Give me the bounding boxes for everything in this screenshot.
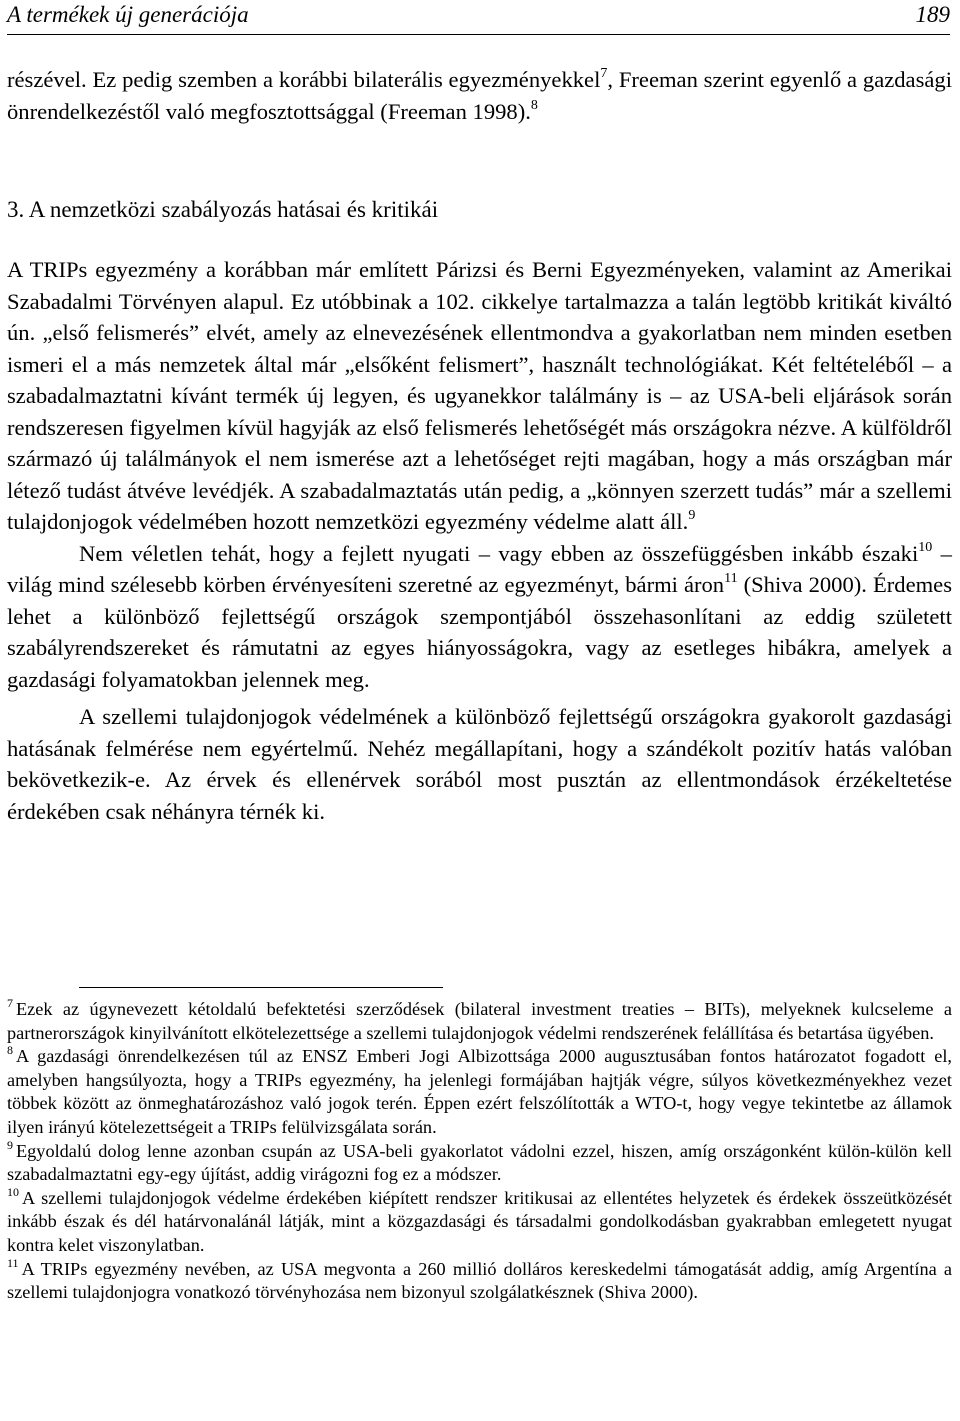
footnote-item: [7, 1184, 952, 1258]
footnote-text: A gazdasági önrendelkezésen túl az ENSZ Emberi Jogi Albizottsága 2000 augusztusában fontos határozatot fogadott el, amelyben hangsúlyozta, hogy a TRIPs egyezmény, ha jelenlegi formájában hajtják végre, súlyos következményekhez vezet többek között az önmeghatározáshoz való jogok terén. Éppen ezért felszólították a WTO-t, hogy vegye tekintetbe az államok ilyen irányú kötelezettségeit a TRIPs felülvizsgálata során.: [7, 1046, 952, 1137]
footnote-ref-9[interactable]: 9: [688, 508, 696, 523]
footnote-text: Ezek az úgynevezett kétoldalú befektetési szerződések (bilateral investment treaties – BITs), melyeknek kulcseleme a partnerországok kinyilvánított elkötelezettsége a szellemi tulajdonjogok védelmi rendszerének felállítása és betartása ügyében.: [7, 999, 952, 1043]
running-header: [7, 0, 950, 35]
footnote-text: A szellemi tulajdonjogok védelme érdekében kiépített rendszer kritikusai az ellentétes helyzetek és érdekek összeütközését inkább észak és dél határvonalánál látják, mint a közgazdasági és társadalmi gondolkodásban gyakrabban emlegetett nyugat kontra kelet viszonylatban.: [7, 1187, 952, 1255]
running-title: A termékek új generációja: [7, 2, 249, 27]
footnote-number: 11: [7, 1255, 19, 1270]
intro-paragraph: [7, 64, 952, 127]
page-number: 189: [915, 2, 950, 27]
footnote-number: 8: [7, 1043, 13, 1058]
main-body: [7, 254, 952, 827]
section-heading: 3. A nemzetközi szabályozás hatásai és kritikái: [7, 197, 439, 222]
paragraph-2: [7, 538, 952, 696]
paragraph-1-text: A TRIPs egyezmény a korábban már említett Párizsi és Berni Egyezményeken, valamint az Amerikai Szabadalmi Törvényen alapul. Ez utóbbinak a 102. cikkelye tartalmazza a talán legtöbb kritikát kiváltó ún. „első felismerés” elvét, amely az elnevezésének ellentmondva a gyakorlatban nem minden esetben ismeri el a más nemzetek által már „elsőként felismert”, használt technológiákat. Két feltételéből – a szabadalmaztatni kívánt termék új legyen, és ugyanekkor találmány is – az USA-beli eljárások során rendszeresen figyelmen kívül hagyják az első felismerés lehetőségét más országokra nézve. A külföldről származó új találmányok el nem ismerése azt a lehetőséget rejti magában, hogy a más országban már létező tudást átvéve levédjék. A szabadalmaztatás után pedig, a „könnyen szerzett tudás” már a szellemi tulajdonjogok védelmében hozott nemzetközi egyezmény védelme alatt áll.: [7, 257, 952, 534]
footnote-number: 7: [7, 996, 13, 1010]
footnote-number: 9: [7, 1137, 13, 1152]
paragraph-2-text-a: Nem véletlen tehát, hogy a fejlett nyugati – vagy ebben az összefüggésben inkább északi: [79, 540, 919, 566]
footnote-ref-7[interactable]: 7: [600, 66, 608, 81]
paragraph-2-text-c: (Shiva 2000). Érdemes lehet a különböző fejlettségű országok szempontjából összehasonlítani az eddig született szabályrendszereket és rámutatni az egyes hiányosságokra, vagy az esetleges hibákra, amelyek a gazdasági folyamatokban jelennek meg.: [7, 572, 952, 692]
footnote-item: [7, 998, 952, 1045]
footnote-item: [7, 1045, 952, 1139]
paragraph-3-text: A szellemi tulajdonjogok védelmének a különböző fejlettségű országokra gyakorolt gazdasági hatásának felmérése nem egyértelmű. Nehéz megállapítani, hogy a szándékolt pozitív hatás valóban bekövetkezik-e. Az érvek és ellenérvek sorából most pusztán az ellentmondások érzékeltetése érdekében csak néhányra térnék ki.: [7, 704, 952, 824]
footnote-ref-11[interactable]: 11: [724, 571, 738, 586]
intro-text-a: részével. Ez pedig szemben a korábbi bilaterális egyezményekkel: [7, 67, 601, 92]
footnote-text: A TRIPs egyezmény nevében, az USA megvonta a 260 millió dolláros kereskedelmi támogatását addig, amíg Argentína a szellemi tulajdonjogra vonatkozó törvényhozása nem bizonyul szolgálatkésznek (Shiva 2000).: [7, 1258, 952, 1303]
footnote-item: [7, 1255, 952, 1305]
footnote-ref-10[interactable]: 10: [918, 539, 933, 555]
footnote-item: [7, 1137, 952, 1187]
footnote-text: Egyoldalú dolog lenne azonban csupán az USA-beli gyakorlatot vádolni ezzel, hiszen, amíg országonként külön-külön kell szabadalmaztatni egy-egy újítást, addig virágozni fog ez a módszer.: [7, 1140, 952, 1185]
footnote-ref-8[interactable]: 8: [530, 97, 538, 113]
footnotes: [7, 998, 952, 1305]
footnote-separator: [79, 987, 443, 988]
paragraph-1: [7, 254, 952, 538]
paragraph-2-text-b: – világ mind szélesebb körben érvényesíteni szeretné az egyezményt, bármi áron: [7, 540, 952, 597]
paragraph-3: [7, 701, 952, 827]
intro-text-b: , Freeman szerint egyenlő a gazdasági önrendelkezéstől való megfosztottsággal (Freeman 1998).: [7, 67, 952, 124]
footnote-number: 10: [7, 1184, 19, 1199]
